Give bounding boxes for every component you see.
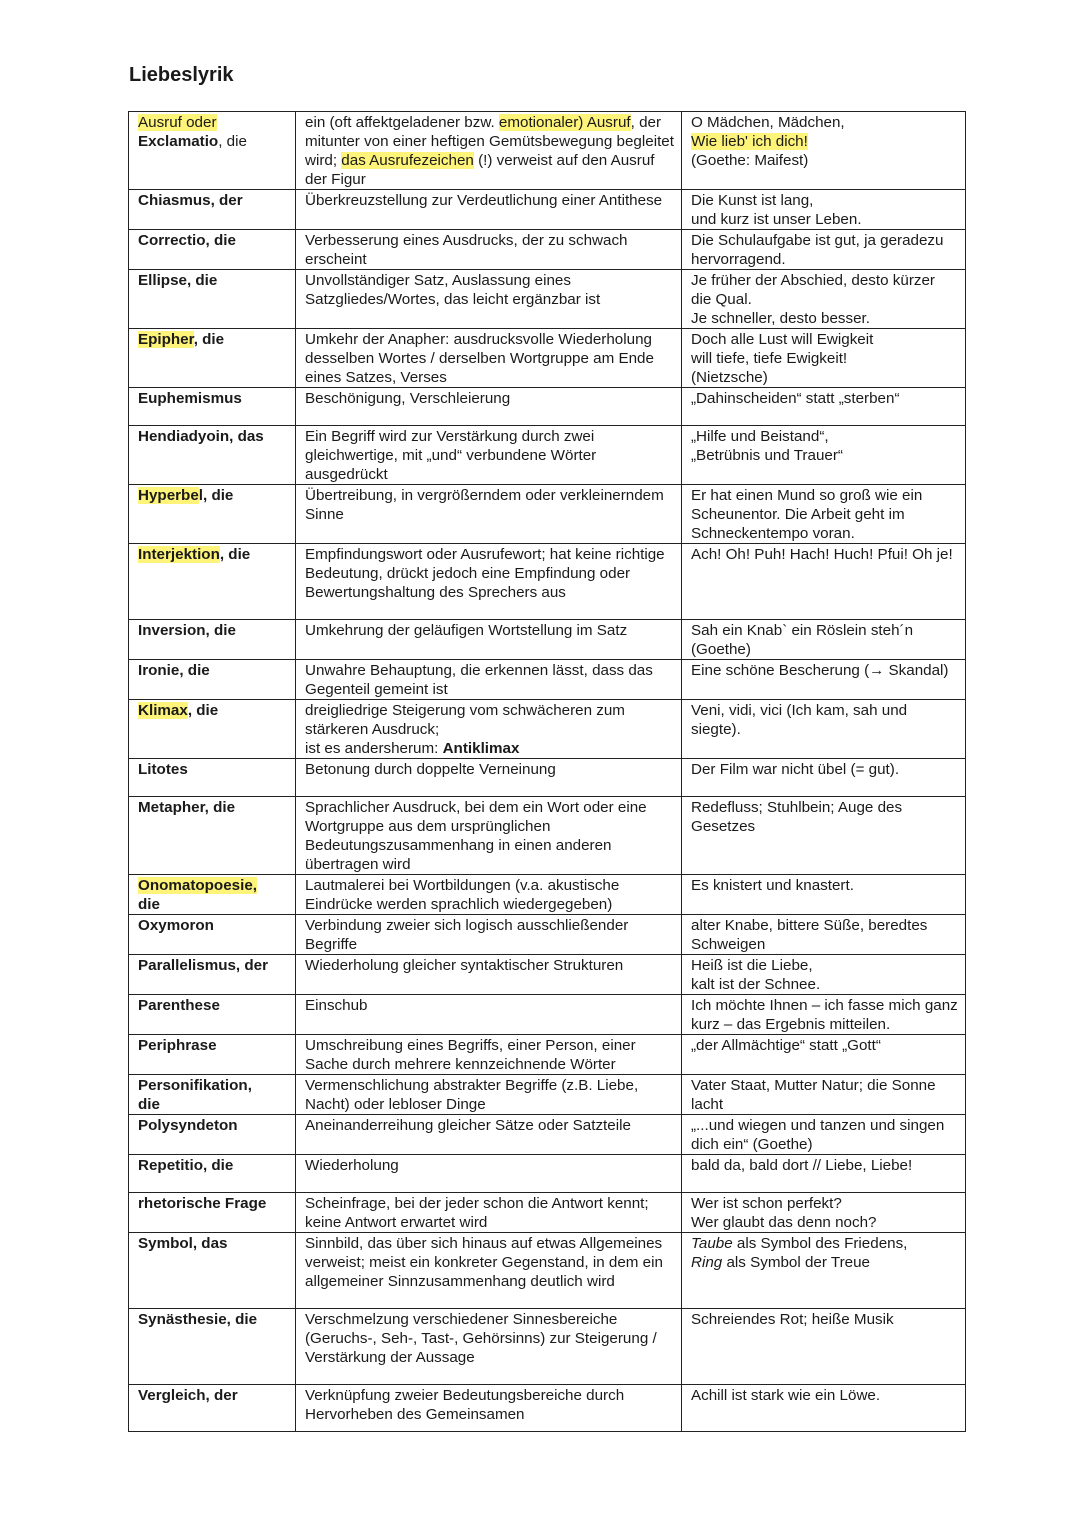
term-cell [129,270,296,329]
term-text: Onomatopoesie, [138,877,257,894]
term-text: , die [218,133,247,150]
def-text: (!) verweist auf den Ausruf der Figur [305,152,655,188]
term-text: Polysyndeton [138,1117,238,1134]
term-cell [129,660,296,700]
example-cell [682,388,966,426]
term-text: Synästhesie, die [138,1311,258,1328]
ex-text: (Nietzsche) [691,369,768,386]
ex-text: Achill ist stark wie ein Löwe. [691,1387,881,1404]
def-text: Sinnbild, das über sich hinaus auf etwas Allgemeines verweist; meist ein konkreter Gegenstand, in dem ein allgemeiner Sinnzusammenhang deutlich wird [305,1235,663,1290]
table-row [129,112,966,190]
definition-cell [296,1193,682,1233]
term-cell [129,875,296,915]
term-text: Interjektion [138,546,220,563]
term-text: rhetorische Frage [138,1195,267,1212]
example-cell [682,1075,966,1115]
ex-text: „...und wiegen und tanzen und singen dich ein“ (Goethe) [691,1117,945,1153]
def-text: Sprachlicher Ausdruck, bei dem ein Wort oder eine Wortgruppe aus dem ursprünglichen Bedeutungszusammenhang in einen anderen übertragen wird [305,799,647,873]
def-text: Wiederholung [305,1157,399,1174]
term-text: Ironie, die [138,662,210,679]
term-text: Metapher, die [138,799,236,816]
ex-text: bald da, bald dort // Liebe, Liebe! [691,1157,913,1174]
table-row [129,995,966,1035]
term-cell [129,388,296,426]
term-text: Periphrase [138,1037,217,1054]
ex-text: Redefluss; Stuhlbein; Auge des Gesetzes [691,799,903,835]
example-cell [682,1115,966,1155]
table-row [129,544,966,620]
def-text: Antiklimax [442,740,520,757]
example-cell [682,797,966,875]
term-cell [129,700,296,759]
table-row [129,1115,966,1155]
definition-cell [296,1115,682,1155]
term-text: Correctio, die [138,232,236,249]
table-row [129,1155,966,1193]
def-text: Aneinanderreihung gleicher Sätze oder Satzteile [305,1117,631,1134]
definition-cell [296,915,682,955]
term-text: Inversion, die [138,622,236,639]
example-cell [682,620,966,660]
term-cell [129,1385,296,1432]
term-text: Vergleich, der [138,1387,238,1404]
ex-text: Je früher der Abschied, desto kürzer die Qual. [691,272,935,308]
ex-text: Ring [691,1254,723,1271]
example-cell [682,875,966,915]
def-text: Umkehr der Anapher: ausdrucksvolle Wiederholung desselben Wortes / derselben Wortgruppe am Ende eines Satzes, Verses [305,331,654,386]
def-text: das Ausrufezeichen [341,152,474,169]
example-cell [682,1155,966,1193]
example-cell [682,759,966,797]
ex-text: Doch alle Lust will Ewigkeit [691,331,874,348]
def-text: Scheinfrage, bei der jeder schon die Antwort kennt; keine Antwort erwartet wird [305,1195,649,1231]
ex-text: Heiß ist die Liebe, [691,957,813,974]
term-cell [129,426,296,485]
term-cell [129,955,296,995]
definition-cell [296,544,682,620]
example-cell [682,1035,966,1075]
term-text: Klimax [138,702,188,719]
table-row [129,620,966,660]
definition-cell [296,1385,682,1432]
definition-cell [296,1155,682,1193]
definition-cell [296,112,682,190]
def-text: emotionaler) Ausruf [498,114,631,131]
ex-text: Es knistert und knastert. [691,877,854,894]
ex-text: Er hat einen Mund so groß wie ein Scheunentor. Die Arbeit geht im Schneckentempo voran. [691,487,923,542]
def-text: Verbindung zweier sich logisch ausschließender Begriffe [305,917,629,953]
term-cell [129,620,296,660]
definition-cell [296,1233,682,1309]
def-text: ein (oft affektgeladener bzw. [305,114,499,131]
term-cell [129,329,296,388]
term-text: Ellipse, die [138,272,218,289]
ex-text: „Hilfe und Beistand“, [691,428,829,445]
ex-text: Wer ist schon perfekt? [691,1195,842,1212]
ex-text: Vater Staat, Mutter Natur; die Sonne lacht [691,1077,936,1113]
term-text: Oxymoron [138,917,214,934]
def-text: Umkehrung der geläufigen Wortstellung im Satz [305,622,628,639]
ex-text: Wer glaubt das denn noch? [691,1214,877,1231]
term-cell [129,1115,296,1155]
def-text: ist es andersherum: [305,740,443,757]
definition-cell [296,1309,682,1385]
ex-text: O Mädchen, Mädchen, [691,114,845,131]
ex-text: Die Schulaufgabe ist gut, ja geradezu hervorragend. [691,232,944,268]
term-cell [129,544,296,620]
ex-text: Taube [691,1235,733,1252]
term-text: Litotes [138,761,188,778]
term-cell [129,1233,296,1309]
term-cell [129,1309,296,1385]
definition-cell [296,1075,682,1115]
table-row [129,1233,966,1309]
def-text: Verknüpfung zweier Bedeutungsbereiche durch Hervorheben des Gemeinsamen [305,1387,625,1423]
def-text: Verbesserung eines Ausdrucks, der zu schwach erscheint [305,232,628,268]
example-cell [682,230,966,270]
ex-text: will tiefe, tiefe Ewigkeit! [691,350,848,367]
term-cell [129,1155,296,1193]
definition-cell [296,875,682,915]
table-row [129,270,966,329]
definition-cell [296,759,682,797]
ex-text: Eine schöne Bescherung (→ Skandal) [691,662,949,679]
def-text: Vermenschlichung abstrakter Begriffe (z.B. Liebe, Nacht) oder lebloser Dinge [305,1077,639,1113]
example-cell [682,329,966,388]
ex-text: Ich möchte Ihnen – ich fasse mich ganz kurz – das Ergebnis mitteilen. [691,997,958,1033]
term-cell [129,485,296,544]
term-text: , die [193,331,225,348]
term-text: Hendiadyoin, das [138,428,264,445]
ex-text: „Betrübnis und Trauer“ [691,447,843,464]
term-text: Parenthese [138,997,220,1014]
table-row [129,1309,966,1385]
term-text: Exclamatio [138,133,219,150]
example-cell [682,995,966,1035]
table-row [129,485,966,544]
term-cell [129,995,296,1035]
ex-text: als Symbol der Treue [722,1254,870,1271]
ex-text: als Symbol des Friedens, [732,1235,908,1252]
term-text: Symbol, das [138,1235,228,1252]
page-title: Liebeslyrik [129,64,234,86]
example-cell [682,915,966,955]
def-text: Unwahre Behauptung, die erkennen lässt, dass das Gegenteil gemeint ist [305,662,653,698]
table-row [129,660,966,700]
example-cell [682,190,966,230]
def-text: Betonung durch doppelte Verneinung [305,761,556,778]
ex-text: Der Film war nicht übel (= gut). [691,761,900,778]
definition-cell [296,660,682,700]
ex-text: „der Allmächtige“ statt „Gott“ [691,1037,881,1054]
ex-text: Je schneller, desto besser. [691,310,870,327]
ex-text: Ach! Oh! Puh! Hach! Huch! Pfui! Oh je! [691,546,953,563]
term-text: die [138,896,160,913]
table-row [129,388,966,426]
rhetoric-terms-table [128,111,966,1432]
def-text: Ein Begriff wird zur Verstärkung durch zwei gleichwertige, mit „und“ verbundene Wörter ausgedrückt [305,428,597,483]
table-row [129,426,966,485]
definition-cell [296,388,682,426]
table-row [129,700,966,759]
def-text: dreigliedrige Steigerung vom schwächeren zum stärkeren Ausdruck; [305,702,625,738]
example-cell [682,1193,966,1233]
definition-cell [296,190,682,230]
def-text: Wiederholung gleicher syntaktischer Strukturen [305,957,624,974]
example-cell [682,544,966,620]
table-row [129,955,966,995]
term-text: Parallelismus, der [138,957,269,974]
term-cell [129,797,296,875]
table-row [129,230,966,270]
definition-cell [296,700,682,759]
ex-text: Wie lieb' ich dich! [691,133,808,150]
example-cell [682,270,966,329]
example-cell [682,955,966,995]
term-text: , die [219,546,251,563]
def-text: Empfindungswort oder Ausrufewort; hat keine richtige Bedeutung, drückt jedoch eine Empfindung oder Bewertungshaltung des Sprechers aus [305,546,665,601]
table-row [129,875,966,915]
table-row [129,190,966,230]
term-text: Hyperbe [138,487,199,504]
definition-cell [296,955,682,995]
table-body [129,112,966,1432]
term-cell [129,1193,296,1233]
definition-cell [296,329,682,388]
ex-text: Schreiendes Rot; heiße Musik [691,1311,894,1328]
example-cell [682,660,966,700]
ex-text: Sah ein Knab` ein Röslein steh´n (Goethe) [691,622,914,658]
example-cell [682,426,966,485]
table-row [129,329,966,388]
ex-text: alter Knabe, bittere Süße, beredtes Schweigen [691,917,928,953]
term-text: Personifikation, [138,1077,252,1094]
term-cell [129,915,296,955]
example-cell [682,485,966,544]
table-row [129,1035,966,1075]
definition-cell [296,485,682,544]
definition-cell [296,270,682,329]
term-text: Epipher [138,331,194,348]
term-cell [129,1035,296,1075]
ex-text: und kurz ist unser Leben. [691,211,862,228]
definition-cell [296,995,682,1035]
table-row [129,915,966,955]
def-text: Lautmalerei bei Wortbildungen (v.a. akustische Eindrücke werden sprachlich wiedergegeben) [305,877,620,913]
def-text: , der mitunter von einer heftigen Gemütsbewegung begleitet wird; [305,114,674,169]
table-row [129,1193,966,1233]
term-text: , die [187,702,219,719]
term-cell [129,230,296,270]
definition-cell [296,230,682,270]
term-text: Chiasmus, der [138,192,243,209]
term-text: l, die [198,487,234,504]
definition-cell [296,797,682,875]
term-cell [129,1075,296,1115]
definition-cell [296,620,682,660]
table-row [129,759,966,797]
term-cell [129,112,296,190]
table-row [129,1075,966,1115]
def-text: Übertreibung, in vergrößerndem oder verkleinerndem Sinne [305,487,664,523]
ex-text: Veni, vidi, vici (Ich kam, sah und siegte). [691,702,908,738]
def-text: Unvollständiger Satz, Auslassung eines Satzgliedes/Wortes, das leicht ergänzbar ist [305,272,601,308]
ex-text: „Dahinscheiden“ statt „sterben“ [691,390,900,407]
def-text: Verschmelzung verschiedener Sinnesbereiche (Geruchs-, Seh-, Tast-, Gehörsinns) zur Steigerung / Verstärkung der Aussage [305,1311,657,1366]
term-text: Euphemismus [138,390,242,407]
definition-cell [296,426,682,485]
example-cell [682,112,966,190]
example-cell [682,1385,966,1432]
table-row [129,1385,966,1432]
example-cell [682,1233,966,1309]
def-text: Einschub [305,997,368,1014]
term-text: die [138,1096,160,1113]
example-cell [682,700,966,759]
ex-text: kalt ist der Schnee. [691,976,821,993]
def-text: Beschönigung, Verschleierung [305,390,511,407]
def-text: Überkreuzstellung zur Verdeutlichung einer Antithese [305,192,663,209]
term-cell [129,759,296,797]
term-text: Repetitio, die [138,1157,234,1174]
table-row [129,797,966,875]
term-text: Ausruf oder [138,114,217,131]
ex-text: Die Kunst ist lang, [691,192,814,209]
ex-text: (Goethe: Maifest) [691,152,809,169]
definition-cell [296,1035,682,1075]
term-cell [129,190,296,230]
def-text: Umschreibung eines Begriffs, einer Person, einer Sache durch mehrere kennzeichnende Wörter [305,1037,636,1073]
example-cell [682,1309,966,1385]
